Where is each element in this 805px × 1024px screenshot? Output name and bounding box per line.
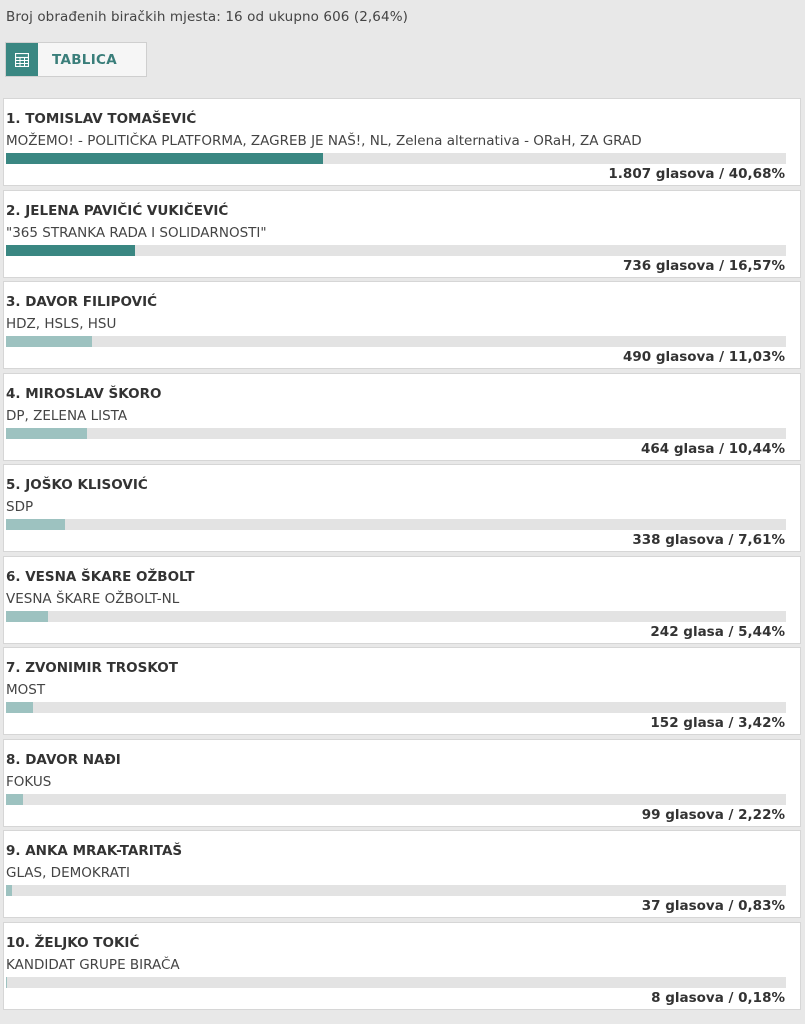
- candidate-party: DP, ZELENA LISTA: [6, 407, 128, 424]
- vote-bar-fill: [6, 702, 33, 713]
- candidate-card: [3, 739, 801, 827]
- vote-bar-fill: [6, 336, 92, 347]
- vote-bar-track: [6, 794, 786, 805]
- vote-bar-track: [6, 977, 786, 988]
- table-tab-button[interactable]: [5, 42, 147, 77]
- candidate-votes: 99 glasova / 2,22%: [641, 806, 785, 823]
- vote-bar-fill: [6, 794, 23, 805]
- candidate-card: [3, 373, 801, 461]
- candidate-party: MOŽEMO! - POLITIČKA PLATFORMA, ZAGREB JE NAŠ!, NL, Zelena alternativa - ORaH, ZA GRAD: [6, 133, 642, 149]
- candidate-party: SDP: [6, 499, 34, 515]
- candidate-votes: 464 glasa / 10,44%: [641, 440, 785, 457]
- candidate-name: 5. JOŠKO KLISOVIĆ: [6, 477, 148, 493]
- vote-bar-track: [6, 611, 786, 622]
- candidate-votes: 490 glasova / 11,03%: [622, 349, 785, 365]
- vote-bar-fill: [6, 885, 12, 896]
- vote-bar-track: [6, 519, 786, 530]
- candidate-votes: 338 glasova / 7,61%: [632, 532, 785, 548]
- vote-bar-fill: [6, 153, 323, 164]
- candidate-name: 3. DAVOR FILIPOVIĆ: [6, 294, 157, 310]
- candidate-name: 10. ŽELJKO TOKIĆ: [6, 934, 140, 951]
- candidate-votes: 242 glasa / 5,44%: [650, 623, 785, 640]
- vote-bar-fill: [6, 977, 7, 988]
- vote-bar-track: [6, 245, 786, 256]
- candidate-card: [3, 922, 801, 1010]
- candidate-card: [3, 98, 801, 186]
- table-tab-label: TABLICA: [52, 51, 117, 68]
- candidate-card: [3, 464, 801, 552]
- candidate-party: GLAS, DEMOKRATI: [6, 865, 130, 881]
- results-list: [3, 98, 801, 1013]
- vote-bar-track: [6, 153, 786, 164]
- vote-bar-fill: [6, 519, 65, 530]
- candidate-party: VESNA ŠKARE OŽBOLT-NL: [6, 590, 180, 607]
- table-icon: [6, 43, 38, 76]
- vote-bar-fill: [6, 245, 135, 256]
- candidate-votes: 736 glasova / 16,57%: [622, 257, 785, 274]
- candidate-votes: 152 glasa / 3,42%: [650, 715, 785, 731]
- candidate-name: 4. MIROSLAV ŠKORO: [6, 385, 162, 402]
- candidate-card: [3, 556, 801, 644]
- candidate-card: [3, 190, 801, 278]
- processed-polling-stations-text: Broj obrađenih biračkih mjesta: 16 od ukupno 606 (2,64%): [6, 9, 408, 25]
- vote-bar-track: [6, 702, 786, 713]
- candidate-name: 2. JELENA PAVIČIĆ VUKIČEVIĆ: [6, 202, 229, 219]
- candidate-party: FOKUS: [6, 773, 52, 790]
- candidate-name: 9. ANKA MRAK-TARITAŠ: [6, 843, 183, 859]
- candidate-name: 6. VESNA ŠKARE OŽBOLT: [6, 568, 195, 585]
- candidate-votes: 37 glasova / 0,83%: [641, 898, 785, 914]
- candidate-card: [3, 830, 801, 918]
- candidate-card: [3, 281, 801, 369]
- candidate-party: MOST: [6, 682, 46, 698]
- candidate-party: "365 STRANKA RADA I SOLIDARNOSTI": [6, 224, 267, 241]
- vote-bar-fill: [6, 428, 87, 439]
- vote-bar-fill: [6, 611, 48, 622]
- candidate-party: KANDIDAT GRUPE BIRAČA: [6, 956, 180, 973]
- vote-bar-track: [6, 428, 786, 439]
- candidate-name: 1. TOMISLAV TOMAŠEVIĆ: [6, 111, 197, 127]
- candidate-name: 8. DAVOR NAĐI: [6, 751, 121, 768]
- candidate-votes: 8 glasova / 0,18%: [651, 989, 785, 1006]
- candidate-card: [3, 647, 801, 735]
- vote-bar-track: [6, 885, 786, 896]
- candidate-name: 7. ZVONIMIR TROSKOT: [6, 660, 178, 676]
- vote-bar-track: [6, 336, 786, 347]
- candidate-party: HDZ, HSLS, HSU: [6, 316, 117, 332]
- candidate-votes: 1.807 glasova / 40,68%: [608, 166, 785, 182]
